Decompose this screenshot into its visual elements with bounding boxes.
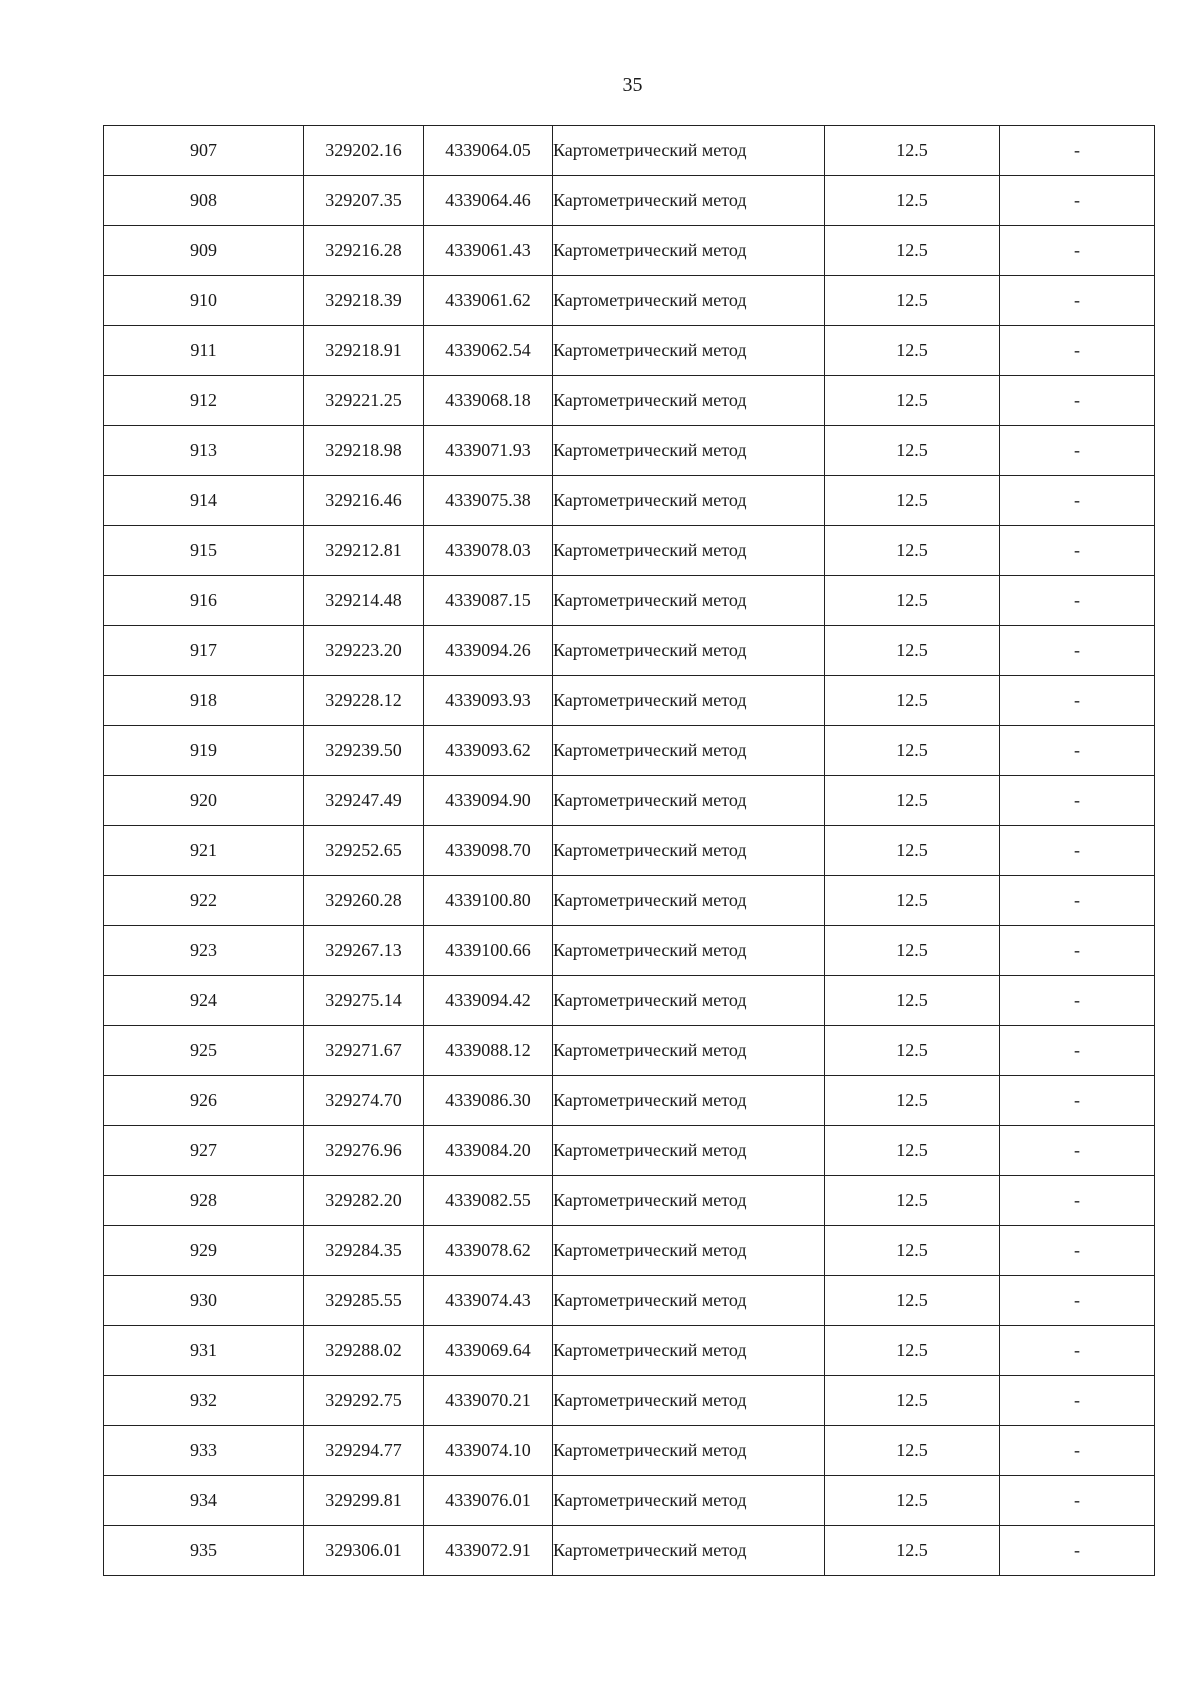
note-cell: - — [1000, 526, 1155, 576]
table-row — [104, 826, 1155, 876]
note-cell: - — [1000, 626, 1155, 676]
accuracy-cell: 12.5 — [825, 1476, 1000, 1526]
accuracy-cell: 12.5 — [825, 1226, 1000, 1276]
point-number-cell: 934 — [104, 1476, 304, 1526]
method-cell: Картометрический метод — [553, 1176, 825, 1226]
y-coordinate-cell: 4339094.42 — [424, 976, 553, 1026]
table-row — [104, 576, 1155, 626]
point-number-cell: 930 — [104, 1276, 304, 1326]
x-coordinate-cell: 329267.13 — [304, 926, 424, 976]
note-cell: - — [1000, 1326, 1155, 1376]
point-number-cell: 926 — [104, 1076, 304, 1126]
accuracy-cell: 12.5 — [825, 1176, 1000, 1226]
accuracy-cell: 12.5 — [825, 1326, 1000, 1376]
y-coordinate-cell: 4339069.64 — [424, 1326, 553, 1376]
accuracy-cell: 12.5 — [825, 276, 1000, 326]
accuracy-cell: 12.5 — [825, 1426, 1000, 1476]
table-row — [104, 426, 1155, 476]
accuracy-cell: 12.5 — [825, 1076, 1000, 1126]
method-cell: Картометрический метод — [553, 676, 825, 726]
x-coordinate-cell: 329223.20 — [304, 626, 424, 676]
accuracy-cell: 12.5 — [825, 1276, 1000, 1326]
point-number-cell: 914 — [104, 476, 304, 526]
accuracy-cell: 12.5 — [825, 876, 1000, 926]
method-cell: Картометрический метод — [553, 626, 825, 676]
method-cell: Картометрический метод — [553, 1426, 825, 1476]
method-cell: Картометрический метод — [553, 1526, 825, 1576]
table-row — [104, 176, 1155, 226]
point-number-cell: 912 — [104, 376, 304, 426]
table-row — [104, 726, 1155, 776]
point-number-cell: 919 — [104, 726, 304, 776]
x-coordinate-cell: 329218.98 — [304, 426, 424, 476]
x-coordinate-cell: 329294.77 — [304, 1426, 424, 1476]
table-row — [104, 526, 1155, 576]
table-row — [104, 876, 1155, 926]
point-number-cell: 922 — [104, 876, 304, 926]
accuracy-cell: 12.5 — [825, 676, 1000, 726]
accuracy-cell: 12.5 — [825, 976, 1000, 1026]
x-coordinate-cell: 329239.50 — [304, 726, 424, 776]
x-coordinate-cell: 329288.02 — [304, 1326, 424, 1376]
point-number-cell: 920 — [104, 776, 304, 826]
table-row — [104, 776, 1155, 826]
y-coordinate-cell: 4339074.10 — [424, 1426, 553, 1476]
table-row — [104, 126, 1155, 176]
table-row — [104, 1376, 1155, 1426]
note-cell: - — [1000, 176, 1155, 226]
note-cell: - — [1000, 1526, 1155, 1576]
table-row — [104, 1276, 1155, 1326]
point-number-cell: 935 — [104, 1526, 304, 1576]
note-cell: - — [1000, 826, 1155, 876]
table-row — [104, 276, 1155, 326]
table-row — [104, 1526, 1155, 1576]
note-cell: - — [1000, 476, 1155, 526]
table-row — [104, 1076, 1155, 1126]
x-coordinate-cell: 329260.28 — [304, 876, 424, 926]
accuracy-cell: 12.5 — [825, 1376, 1000, 1426]
method-cell: Картометрический метод — [553, 576, 825, 626]
x-coordinate-cell: 329271.67 — [304, 1026, 424, 1076]
x-coordinate-cell: 329285.55 — [304, 1276, 424, 1326]
method-cell: Картометрический метод — [553, 776, 825, 826]
x-coordinate-cell: 329228.12 — [304, 676, 424, 726]
point-number-cell: 908 — [104, 176, 304, 226]
accuracy-cell: 12.5 — [825, 776, 1000, 826]
method-cell: Картометрический метод — [553, 976, 825, 1026]
table-row — [104, 1326, 1155, 1376]
accuracy-cell: 12.5 — [825, 1126, 1000, 1176]
table-row — [104, 226, 1155, 276]
method-cell: Картометрический метод — [553, 126, 825, 176]
table-row — [104, 476, 1155, 526]
point-number-cell: 909 — [104, 226, 304, 276]
note-cell: - — [1000, 376, 1155, 426]
y-coordinate-cell: 4339087.15 — [424, 576, 553, 626]
y-coordinate-cell: 4339094.26 — [424, 626, 553, 676]
note-cell: - — [1000, 676, 1155, 726]
accuracy-cell: 12.5 — [825, 176, 1000, 226]
note-cell: - — [1000, 1276, 1155, 1326]
method-cell: Картометрический метод — [553, 476, 825, 526]
x-coordinate-cell: 329216.28 — [304, 226, 424, 276]
x-coordinate-cell: 329202.16 — [304, 126, 424, 176]
y-coordinate-cell: 4339076.01 — [424, 1476, 553, 1526]
note-cell: - — [1000, 426, 1155, 476]
y-coordinate-cell: 4339064.46 — [424, 176, 553, 226]
method-cell: Картометрический метод — [553, 426, 825, 476]
x-coordinate-cell: 329282.20 — [304, 1176, 424, 1226]
y-coordinate-cell: 4339068.18 — [424, 376, 553, 426]
point-number-cell: 927 — [104, 1126, 304, 1176]
method-cell: Картометрический метод — [553, 176, 825, 226]
accuracy-cell: 12.5 — [825, 476, 1000, 526]
point-number-cell: 918 — [104, 676, 304, 726]
accuracy-cell: 12.5 — [825, 1526, 1000, 1576]
accuracy-cell: 12.5 — [825, 426, 1000, 476]
accuracy-cell: 12.5 — [825, 126, 1000, 176]
x-coordinate-cell: 329218.39 — [304, 276, 424, 326]
note-cell: - — [1000, 876, 1155, 926]
x-coordinate-cell: 329221.25 — [304, 376, 424, 426]
table-row — [104, 1426, 1155, 1476]
accuracy-cell: 12.5 — [825, 326, 1000, 376]
method-cell: Картометрический метод — [553, 1026, 825, 1076]
y-coordinate-cell: 4339074.43 — [424, 1276, 553, 1326]
note-cell: - — [1000, 1126, 1155, 1176]
note-cell: - — [1000, 276, 1155, 326]
y-coordinate-cell: 4339071.93 — [424, 426, 553, 476]
point-number-cell: 923 — [104, 926, 304, 976]
method-cell: Картометрический метод — [553, 326, 825, 376]
table-row — [104, 626, 1155, 676]
x-coordinate-cell: 329214.48 — [304, 576, 424, 626]
table-row — [104, 676, 1155, 726]
method-cell: Картометрический метод — [553, 526, 825, 576]
x-coordinate-cell: 329306.01 — [304, 1526, 424, 1576]
point-number-cell: 917 — [104, 626, 304, 676]
x-coordinate-cell: 329284.35 — [304, 1226, 424, 1276]
note-cell: - — [1000, 776, 1155, 826]
note-cell: - — [1000, 1476, 1155, 1526]
method-cell: Картометрический метод — [553, 1126, 825, 1176]
y-coordinate-cell: 4339098.70 — [424, 826, 553, 876]
y-coordinate-cell: 4339062.54 — [424, 326, 553, 376]
accuracy-cell: 12.5 — [825, 526, 1000, 576]
note-cell: - — [1000, 1026, 1155, 1076]
note-cell: - — [1000, 976, 1155, 1026]
y-coordinate-cell: 4339093.93 — [424, 676, 553, 726]
x-coordinate-cell: 329252.65 — [304, 826, 424, 876]
table-row — [104, 326, 1155, 376]
coordinates-table — [103, 125, 1155, 1576]
note-cell: - — [1000, 726, 1155, 776]
x-coordinate-cell: 329212.81 — [304, 526, 424, 576]
point-number-cell: 933 — [104, 1426, 304, 1476]
method-cell: Картометрический метод — [553, 1326, 825, 1376]
y-coordinate-cell: 4339100.80 — [424, 876, 553, 926]
x-coordinate-cell: 329207.35 — [304, 176, 424, 226]
table-row — [104, 1226, 1155, 1276]
note-cell: - — [1000, 926, 1155, 976]
note-cell: - — [1000, 126, 1155, 176]
x-coordinate-cell: 329216.46 — [304, 476, 424, 526]
x-coordinate-cell: 329274.70 — [304, 1076, 424, 1126]
table-row — [104, 926, 1155, 976]
note-cell: - — [1000, 1176, 1155, 1226]
table-row — [104, 1026, 1155, 1076]
note-cell: - — [1000, 1226, 1155, 1276]
method-cell: Картометрический метод — [553, 1226, 825, 1276]
accuracy-cell: 12.5 — [825, 1026, 1000, 1076]
accuracy-cell: 12.5 — [825, 826, 1000, 876]
note-cell: - — [1000, 576, 1155, 626]
x-coordinate-cell: 329247.49 — [304, 776, 424, 826]
point-number-cell: 932 — [104, 1376, 304, 1426]
point-number-cell: 925 — [104, 1026, 304, 1076]
table-row — [104, 1176, 1155, 1226]
y-coordinate-cell: 4339084.20 — [424, 1126, 553, 1176]
x-coordinate-cell: 329292.75 — [304, 1376, 424, 1426]
y-coordinate-cell: 4339075.38 — [424, 476, 553, 526]
table-row — [104, 1476, 1155, 1526]
y-coordinate-cell: 4339078.62 — [424, 1226, 553, 1276]
y-coordinate-cell: 4339061.43 — [424, 226, 553, 276]
note-cell: - — [1000, 226, 1155, 276]
accuracy-cell: 12.5 — [825, 926, 1000, 976]
point-number-cell: 915 — [104, 526, 304, 576]
y-coordinate-cell: 4339070.21 — [424, 1376, 553, 1426]
x-coordinate-cell: 329276.96 — [304, 1126, 424, 1176]
note-cell: - — [1000, 1426, 1155, 1476]
y-coordinate-cell: 4339088.12 — [424, 1026, 553, 1076]
point-number-cell: 916 — [104, 576, 304, 626]
y-coordinate-cell: 4339086.30 — [424, 1076, 553, 1126]
page-number: 35 — [622, 74, 643, 96]
method-cell: Картометрический метод — [553, 1376, 825, 1426]
accuracy-cell: 12.5 — [825, 226, 1000, 276]
method-cell: Картометрический метод — [553, 276, 825, 326]
point-number-cell: 928 — [104, 1176, 304, 1226]
note-cell: - — [1000, 1076, 1155, 1126]
accuracy-cell: 12.5 — [825, 626, 1000, 676]
note-cell: - — [1000, 1376, 1155, 1426]
accuracy-cell: 12.5 — [825, 726, 1000, 776]
method-cell: Картометрический метод — [553, 726, 825, 776]
y-coordinate-cell: 4339082.55 — [424, 1176, 553, 1226]
method-cell: Картометрический метод — [553, 926, 825, 976]
coordinates-table-body — [104, 126, 1155, 1576]
point-number-cell: 931 — [104, 1326, 304, 1376]
table-row — [104, 376, 1155, 426]
point-number-cell: 921 — [104, 826, 304, 876]
method-cell: Картометрический метод — [553, 226, 825, 276]
table-row — [104, 1126, 1155, 1176]
y-coordinate-cell: 4339100.66 — [424, 926, 553, 976]
y-coordinate-cell: 4339078.03 — [424, 526, 553, 576]
method-cell: Картометрический метод — [553, 876, 825, 926]
point-number-cell: 924 — [104, 976, 304, 1026]
y-coordinate-cell: 4339064.05 — [424, 126, 553, 176]
method-cell: Картометрический метод — [553, 1076, 825, 1126]
method-cell: Картометрический метод — [553, 1276, 825, 1326]
y-coordinate-cell: 4339072.91 — [424, 1526, 553, 1576]
y-coordinate-cell: 4339061.62 — [424, 276, 553, 326]
note-cell: - — [1000, 326, 1155, 376]
y-coordinate-cell: 4339094.90 — [424, 776, 553, 826]
point-number-cell: 907 — [104, 126, 304, 176]
method-cell: Картометрический метод — [553, 826, 825, 876]
x-coordinate-cell: 329275.14 — [304, 976, 424, 1026]
table-row — [104, 976, 1155, 1026]
y-coordinate-cell: 4339093.62 — [424, 726, 553, 776]
point-number-cell: 910 — [104, 276, 304, 326]
x-coordinate-cell: 329299.81 — [304, 1476, 424, 1526]
accuracy-cell: 12.5 — [825, 376, 1000, 426]
x-coordinate-cell: 329218.91 — [304, 326, 424, 376]
method-cell: Картометрический метод — [553, 1476, 825, 1526]
point-number-cell: 911 — [104, 326, 304, 376]
point-number-cell: 929 — [104, 1226, 304, 1276]
point-number-cell: 913 — [104, 426, 304, 476]
method-cell: Картометрический метод — [553, 376, 825, 426]
accuracy-cell: 12.5 — [825, 576, 1000, 626]
